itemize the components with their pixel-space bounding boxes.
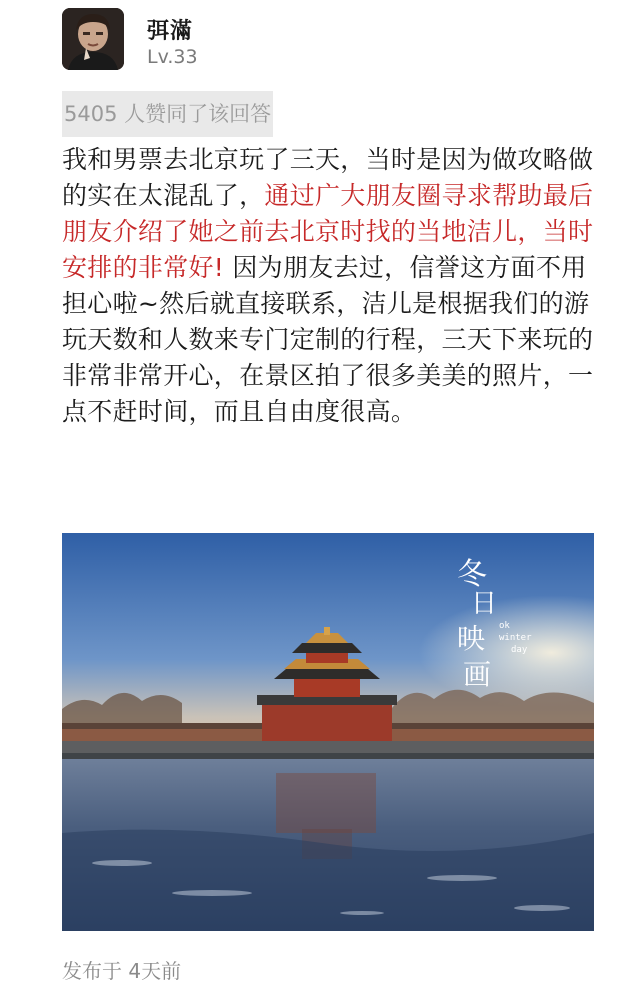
answer-text-part1: 我和男票去北京玩了三天，当时是因为做攻略做的实在太混乱了，: [62, 145, 594, 210]
answer-photo[interactable]: [62, 533, 594, 931]
publish-time: 发布于 4天前: [62, 959, 182, 983]
answer-body: [62, 142, 602, 430]
vote-count-badge: 5405 人赞同了该回答: [62, 91, 273, 137]
author-name[interactable]: 弭滿: [147, 19, 194, 44]
answer-text-part3: 因为朋友去过，信誉这方面不用担心啦~然后就直接联系，洁儿是根据我们的游玩天数和人数来专门定制的行程，三天下来玩的非常非常开心，在景区拍了很多美美的照片，一点不赶时间，而且自由度很高。: [62, 253, 594, 426]
photo-overlay-title: [457, 549, 567, 699]
answer-text-highlight: 通过广大朋友圈寻求帮助最后朋友介绍了她之前去北京时找的当地洁儿，当时安排的非常好!: [62, 181, 594, 282]
overlay-sub-3: day: [511, 645, 528, 655]
overlay-char-3: 映: [457, 622, 486, 655]
avatar[interactable]: [62, 8, 124, 70]
user-avatar-icon: [62, 8, 124, 70]
overlay-char-2: 日: [471, 589, 498, 619]
author-header: [62, 8, 582, 72]
author-level: Lv.33: [147, 46, 198, 68]
overlay-sub-2: winter: [499, 633, 532, 643]
overlay-char-4: 画: [463, 658, 492, 691]
overlay-char-1: 冬: [457, 557, 487, 592]
overlay-sub-1: ok: [499, 621, 510, 631]
